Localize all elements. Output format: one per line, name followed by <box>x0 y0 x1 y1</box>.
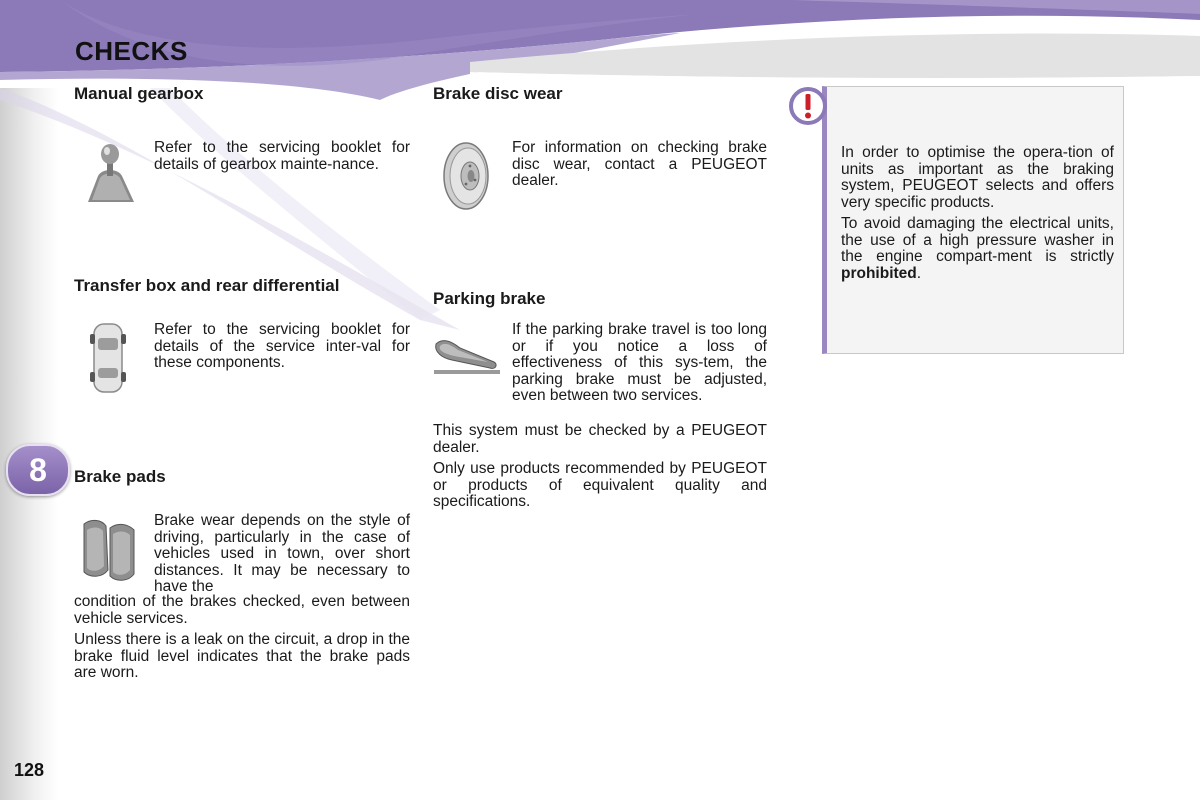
warning-text-part: To avoid damaging the electrical units, the use of a high pressure washer in the engine compart-ment is strictly <box>841 215 1114 265</box>
brake-pads-paragraph-2: Unless there is a leak on the circuit, a drop in the brake fluid level indicates that the brake pads are worn. <box>74 631 410 681</box>
parking-brake-paragraph-2: This system must be checked by a PEUGEOT dealer. <box>433 422 767 456</box>
warning-paragraph-1: In order to optimise the opera-tion of units as important as the braking system, PEUGEOT selects and offers very specific products. <box>841 144 1114 211</box>
exclamation-icon <box>789 87 827 125</box>
brake-disc-icon <box>440 140 496 212</box>
brake-disc-wear-heading: Brake disc wear <box>433 84 563 103</box>
page-title: CHECKS <box>75 36 188 66</box>
brake-disc-wear-text: For information on checking brake disc wear, contact a PEUGEOT dealer. <box>512 139 767 189</box>
parking-brake-heading: Parking brake <box>433 289 546 308</box>
brake-pads-icon <box>78 514 140 584</box>
warning-paragraph-2 <box>841 216 1114 282</box>
manual-gearbox-heading: Manual gearbox <box>74 84 204 103</box>
parking-brake-text-1: If the parking brake travel is too long or if you notice a loss of effectiveness of this sys-tem, the parking brake must be adjusted, even between two services. <box>512 321 767 404</box>
brake-pads-heading: Brake pads <box>74 467 166 486</box>
chapter-tab[interactable]: 8 <box>6 444 70 496</box>
brake-pads-paragraph-1-end: condition of the brakes checked, even between vehicle services. <box>74 593 410 627</box>
brake-pads-text-continued <box>74 594 410 687</box>
brake-pads-text-wrapped: Brake wear depends on the style of driving, particularly in the case of vehicles used in town, over short distances. It may be necessary to have the <box>154 512 410 595</box>
parking-brake-lever-icon <box>432 332 502 378</box>
car-top-view-icon <box>88 322 128 394</box>
parking-brake-text-block <box>433 423 767 516</box>
warning-text <box>841 145 1114 287</box>
transfer-box-text: Refer to the servicing booklet for details of the service inter-val for these components. <box>154 321 410 371</box>
manual-gearbox-text: Refer to the servicing booklet for details of gearbox mainte-nance. <box>154 139 410 173</box>
warning-text-end: . <box>916 264 922 282</box>
transfer-box-heading: Transfer box and rear differential <box>74 276 340 295</box>
parking-brake-paragraph-3: Only use products recommended by PEUGEOT or products of equivalent quality and specifications. <box>433 460 767 510</box>
warning-prohibited: prohibited <box>841 264 917 282</box>
page-number: 128 <box>14 760 45 780</box>
gear-lever-icon <box>80 140 142 208</box>
